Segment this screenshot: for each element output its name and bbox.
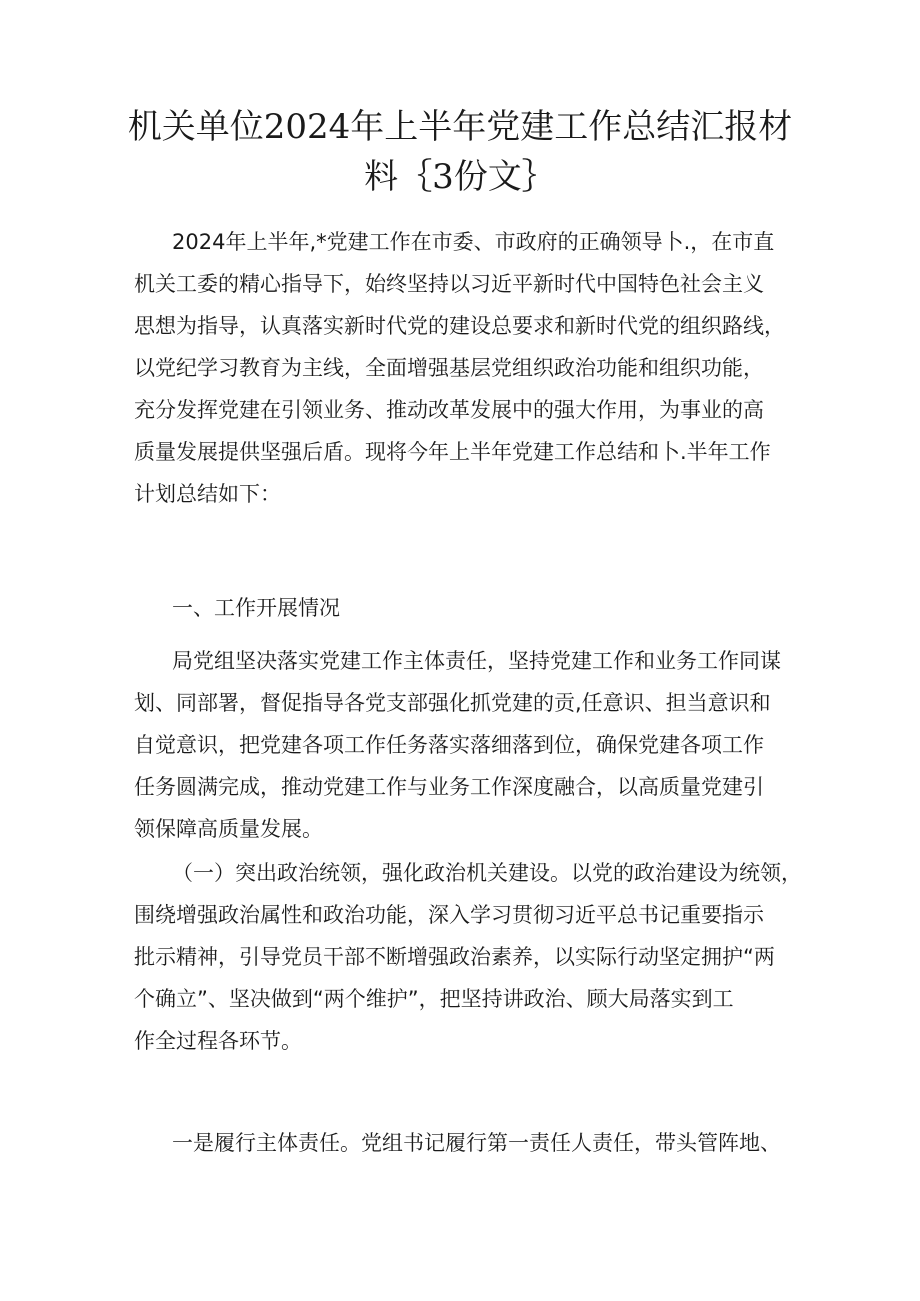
text-line: 作全过程各环节。 xyxy=(134,1029,302,1053)
heading-text: 一、工作开展情况 xyxy=(172,596,340,620)
item1-paragraph xyxy=(134,1122,794,1164)
text-line: 以党纪学习教育为主线，全面增强基层党组织政治功能和组织功能， xyxy=(134,356,764,380)
text-line: 划、同部署，督促指导各党支部强化抓党建的贡,任意识、担当意识和 xyxy=(134,691,771,715)
text-line: 自觉意识，把党建各项工作任务落实落细落到位，确保党建各项工作 xyxy=(134,733,764,757)
text-line: 一是履行主体责任。党组书记履行第一责任人责任，带头管阵地、 xyxy=(172,1131,781,1155)
document-title xyxy=(100,102,820,202)
text-line: （一）突出政治统领，强化政治机关建设。以党的政治建设为统领， xyxy=(172,861,802,885)
section-heading xyxy=(134,587,794,629)
text-line: 质量发展提供坚强后盾。现将今年上半年党建工作总结和卜.半年工作 xyxy=(134,440,771,464)
text-line: 任务圆满完成，推动党建工作与业务工作深度融合，以高质量党建引 xyxy=(134,775,764,799)
text-line: 局党组坚决落实党建工作主体责任，坚持党建工作和业务工作同谋 xyxy=(172,649,781,673)
title-line: 料｛3份文｝ xyxy=(364,157,556,197)
subsection1-paragraph xyxy=(134,852,802,1062)
text-line: 领保障高质量发展。 xyxy=(134,817,323,841)
intro-paragraph xyxy=(134,221,794,515)
text-line: 围绕增强政治属性和政治功能，深入学习贯彻习近平总书记重要指示 xyxy=(134,903,764,927)
text-line: 机关工委的精心指导下，始终坚持以习近平新时代中国特色社会主义 xyxy=(134,272,764,296)
text-line: 个确立”、坚决做到“两个维护”，把坚持讲政治、顾大局落实到工 xyxy=(134,987,734,1011)
section1-paragraph xyxy=(134,640,794,850)
text-line: 计划总结如下： xyxy=(134,482,281,506)
text-line: 充分发挥党建在引领业务、推动改革发展中的强大作用，为事业的高 xyxy=(134,398,764,422)
text-line: 2024年上半年,*党建工作在市委、市政府的正确领导卜.，在市直 xyxy=(172,230,775,254)
title-line: 机关单位2024年上半年党建工作总结汇报材 xyxy=(127,107,793,147)
text-line: 批示精神，引导党员干部不断增强政治素养，以实际行动坚定拥护“两 xyxy=(134,945,775,969)
text-line: 思想为指导，认真落实新时代党的建设总要求和新时代党的组织路线， xyxy=(134,314,785,338)
